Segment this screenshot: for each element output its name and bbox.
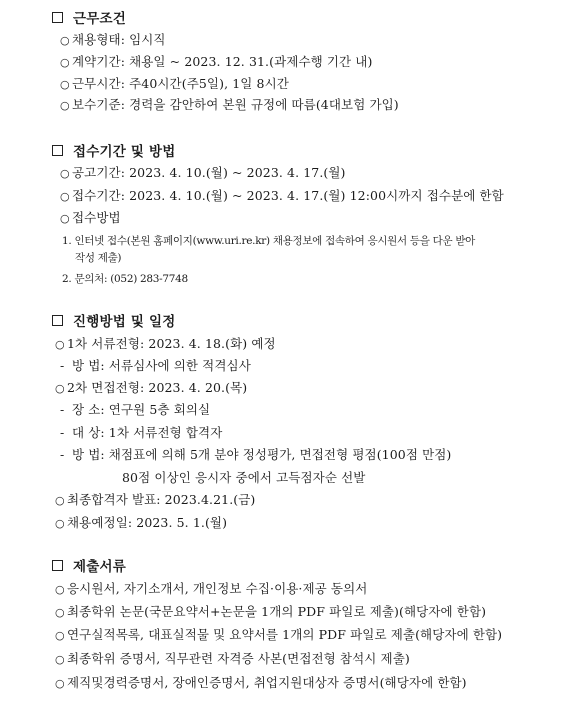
- method-item-1: 1. 인터넷 접수(본원 홈페이지(www.uri.re.kr) 채용정보에 접속하여 응시원서 등을 다운 받아: [62, 235, 476, 247]
- section-title: 근무조건: [73, 11, 126, 27]
- sub-item: - 방 법: 서류심사에 의한 적격심사: [60, 358, 251, 373]
- list-item: ○ 제직및경력증명서, 장애인증명서, 취업지원대상자 증명서(해당자에 한함): [55, 674, 467, 692]
- bullet-icon: ○: [55, 494, 65, 507]
- dash-marker: -: [60, 447, 65, 462]
- dash-marker: -: [60, 425, 65, 440]
- list-item: ○ 1차 서류전형: 2023. 4. 18.(화) 예정: [55, 335, 276, 353]
- bullet-icon: ○: [55, 677, 65, 690]
- bullet-icon: ○: [55, 606, 65, 619]
- list-item: ○ 응시원서, 자기소개서, 개인정보 수집·이용·제공 동의서: [55, 580, 367, 598]
- list-item: ○ 공고기간: 2023. 4. 10.(월) ~ 2023. 4. 17.(월): [60, 164, 346, 182]
- list-item: ○ 최종학위 증명서, 직무관련 자격증 사본(면접전형 참석시 제출): [55, 650, 410, 668]
- list-item: ○ 접수기간: 2023. 4. 10.(월) ~ 2023. 4. 17.(월) 12:00시까지 접수분에 한함: [60, 187, 504, 205]
- bullet-icon: ○: [60, 78, 70, 91]
- method-item-1-cont: 작성 제출): [75, 252, 122, 264]
- sub-item-cont: 80점 이상인 응시자 중에서 고득점자순 선발: [122, 470, 366, 485]
- checkbox-square-icon: [52, 560, 63, 571]
- sub-item: - 방 법: 채점표에 의해 5개 분야 정성평가, 면접전형 평점(100점 만점): [60, 447, 452, 462]
- bullet-icon: ○: [60, 34, 70, 47]
- bullet-icon: ○: [60, 99, 70, 112]
- dash-marker: -: [60, 358, 65, 373]
- bullet-icon: ○: [55, 653, 65, 666]
- checkbox-square-icon: [52, 145, 63, 156]
- bullet-icon: ○: [60, 212, 70, 225]
- bullet-icon: ○: [60, 56, 70, 69]
- checkbox-square-icon: [52, 12, 63, 23]
- list-item: ○ 2차 면접전형: 2023. 4. 20.(목): [55, 379, 247, 397]
- list-item: ○ 계약기간: 채용일 ~ 2023. 12. 31.(과제수행 기간 내): [60, 53, 372, 71]
- section-heading-apply: [52, 141, 176, 159]
- bullet-icon: ○: [55, 629, 65, 642]
- list-item: ○ 연구실적목록, 대표실적물 및 요약서를 1개의 PDF 파일로 제출(해당자에 한함): [55, 626, 502, 644]
- list-item: ○ 근무시간: 주40시간(주5일), 1일 8시간: [60, 75, 289, 93]
- checkbox-square-icon: [52, 315, 63, 326]
- section-title: 제출서류: [73, 559, 126, 575]
- sub-item: - 장 소: 연구원 5층 회의실: [60, 402, 211, 417]
- section-heading-process: [52, 311, 176, 329]
- method-item-2: 2. 문의처: (052) 283-7748: [62, 273, 188, 285]
- section-title: 접수기간 및 방법: [73, 144, 176, 160]
- list-item: ○ 최종합격자 발표: 2023.4.21.(금): [55, 491, 255, 509]
- bullet-icon: ○: [55, 583, 65, 596]
- list-item: ○ 채용예정일: 2023. 5. 1.(월): [55, 514, 227, 532]
- list-item: ○ 보수기준: 경력을 감안하여 본원 규정에 따름(4대보험 가입): [60, 96, 399, 114]
- bullet-icon: ○: [60, 190, 70, 203]
- section-heading-docs: [52, 556, 126, 574]
- bullet-icon: ○: [55, 517, 65, 530]
- bullet-icon: ○: [55, 338, 65, 351]
- dash-marker: -: [60, 402, 65, 417]
- sub-item: - 대 상: 1차 서류전형 합격자: [60, 425, 223, 440]
- list-item: ○ 최종학위 논문(국문요약서+논문을 1개의 PDF 파일로 제출)(해당자에 한함): [55, 603, 486, 621]
- bullet-icon: ○: [55, 382, 65, 395]
- list-item: ○ 접수방법: [60, 209, 121, 227]
- bullet-icon: ○: [60, 167, 70, 180]
- list-item: ○ 채용형태: 임시직: [60, 31, 166, 49]
- section-title: 진행방법 및 일정: [73, 314, 176, 330]
- section-heading-work: [52, 8, 126, 26]
